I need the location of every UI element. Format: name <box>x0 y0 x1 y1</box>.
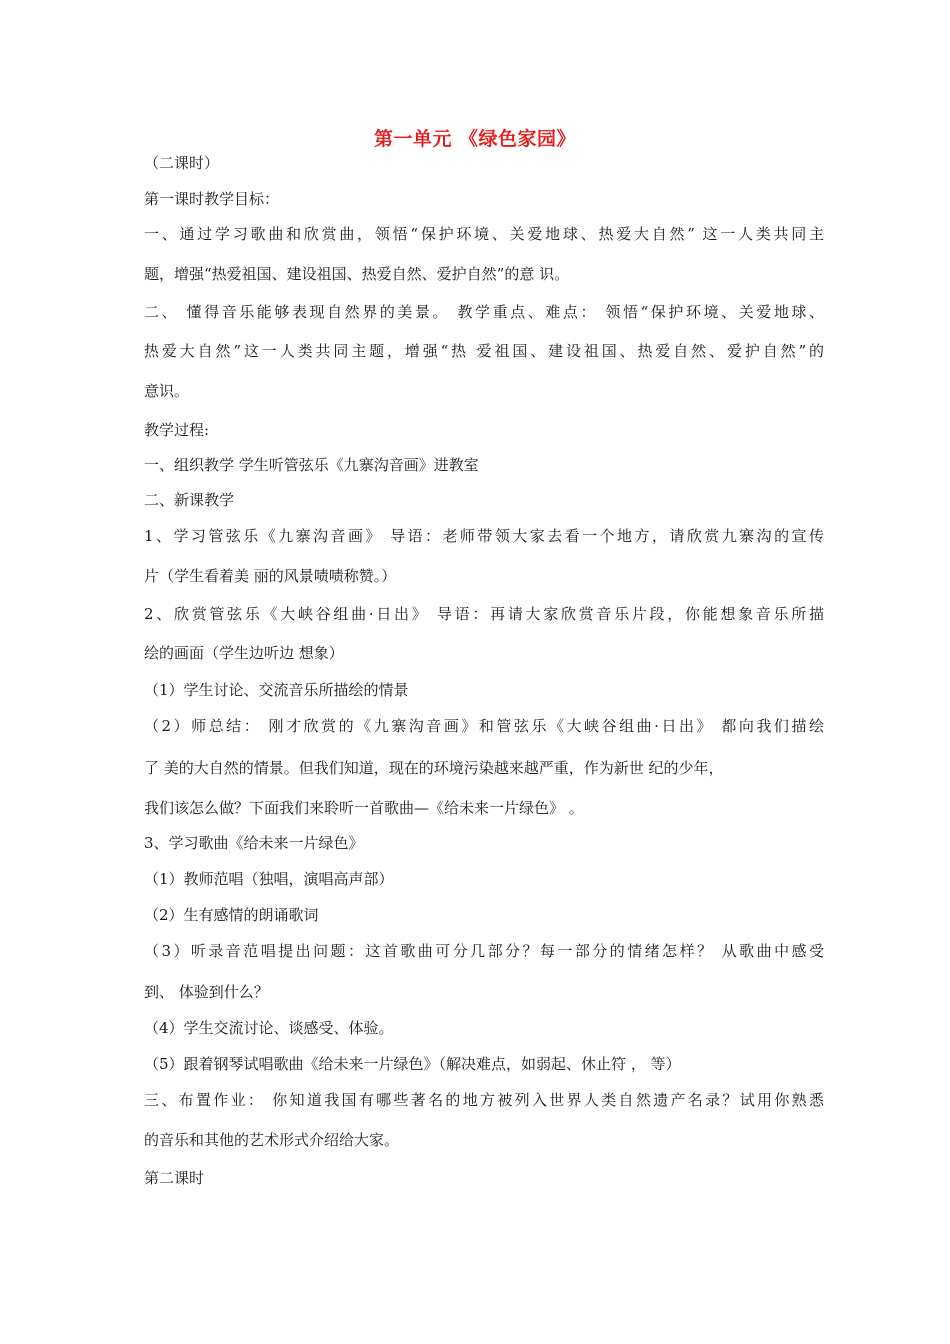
text-line: 意识。 <box>144 382 190 400</box>
document-title: 第一单元 《绿色家园》 <box>373 128 577 150</box>
text-line: （3）听录音范唱提出问题：这首歌曲可分几部分？每一部分的情绪怎样？ 从歌曲中感受 <box>144 942 824 960</box>
text-line: 题，增强“热爱祖国、建设祖国、热爱自然、爱护自然”的意 识。 <box>144 265 570 283</box>
text-line: （1）教师范唱（独唱，演唱高声部） <box>144 870 394 888</box>
text-line: 的音乐和其他的艺术形式介绍给大家。 <box>144 1131 400 1149</box>
text-line: 第一课时教学目标： <box>144 190 280 208</box>
text-line: （2）师总结： 刚才欣赏的《九寨沟音画》和管弦乐《大峡谷组曲·日出》 都向我们描绘 <box>144 717 824 735</box>
text-line: （4）学生交流讨论、谈感受、体验。 <box>144 1019 394 1037</box>
text-line: （2）生有感情的朗诵歌词 <box>144 906 319 924</box>
text-line: 我们该怎么做？下面我们来聆听一首歌曲—《给未来一片绿色》 。 <box>144 799 584 817</box>
text-line: 热爱大自然”这一人类共同主题，增强“热 爱祖国、建设祖国、热爱自然、爱护自然”的 <box>144 342 824 360</box>
text-line: 一、组织教学 学生听管弦乐《九寨沟音画》进教室 <box>144 456 479 474</box>
text-line: 绘的画面（学生边听边 想象） <box>144 644 344 662</box>
text-line: 1、学习管弦乐《九寨沟音画》 导语：老师带领大家去看一个地方，请欣赏九寨沟的宣传 <box>144 527 824 545</box>
text-line: 教学过程: <box>144 421 210 439</box>
text-line: 2、欣赏管弦乐《大峡谷组曲·日出》 导语：再请大家欣赏音乐片段，你能想象音乐所描 <box>144 605 824 623</box>
text-line: 三、布置作业： 你知道我国有哪些著名的地方被列入世界人类自然遗产名录？试用你熟悉 <box>144 1091 824 1109</box>
text-line: 二、 懂得音乐能够表现自然界的美景。 教学重点、难点： 领悟“保护环境、关爱地球、 <box>144 303 824 321</box>
text-line: 了 美的大自然的情景。但我们知道，现在的环境污染越来越严重，作为新世 纪的少年， <box>144 759 724 777</box>
text-line: 到、 体验到什么？ <box>144 983 269 1001</box>
text-line: （二课时） <box>144 154 220 172</box>
text-line: 片（学生看着美 丽的风景啧啧称赞。） <box>144 567 397 585</box>
text-line: 二、新课教学 <box>144 491 235 509</box>
text-line: （1）学生讨论、交流音乐所描绘的情景 <box>144 681 409 699</box>
text-line: 第二课时 <box>144 1169 205 1187</box>
text-line: 3、学习歌曲《给未来一片绿色》 <box>144 834 364 852</box>
text-line: 一、通过学习歌曲和欣赏曲，领悟“保护环境、关爱地球、热爱大自然” 这一人类共同主 <box>144 225 824 243</box>
text-line: （5）跟着钢琴试唱歌曲《给未来一片绿色》（解决难点，如弱起、休止符 ， 等） <box>144 1055 681 1073</box>
